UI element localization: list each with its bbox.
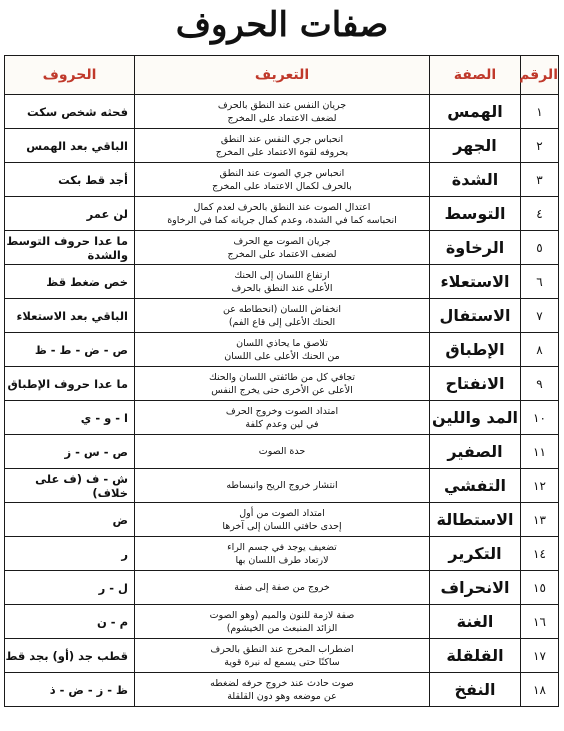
row-number: ٥ [521,231,559,265]
row-number: ١٨ [521,673,559,707]
attribute-letters: ما عدا حروف التوسط والشدة [5,231,135,265]
attribute-definition [135,163,430,197]
attribute-letters: لن عمر [5,197,135,231]
definition-line: بحروفه لقوة الاعتماد على المخرج [215,146,349,158]
definition-line: انخفاض اللسان (انحطاطه عن [222,303,342,315]
row-number: ١٦ [521,605,559,639]
attribute-definition [135,231,430,265]
row-number: ٨ [521,333,559,367]
row-number: ٦ [521,265,559,299]
definition-line: اضطراب المخرج عند النطق بالحرف [210,643,354,655]
row-number: ١٤ [521,537,559,571]
row-number: ١٧ [521,639,559,673]
row-number: ٩ [521,367,559,401]
attribute-definition [135,571,430,605]
definition-line: اعتدال الصوت عند النطق بالحرف لعدم كمال [193,201,371,213]
attribute-definition [135,265,430,299]
attribute-letters: ا - و - ي [5,401,135,435]
table-row [5,503,559,537]
attribute-definition [135,299,430,333]
table-row [5,469,559,503]
row-number: ٤ [521,197,559,231]
row-number: ٣ [521,163,559,197]
row-number: ١٥ [521,571,559,605]
attribute-letters: خص ضغط قظ [5,265,135,299]
header-attribute: الصفة [430,56,521,95]
definition-line: تضعيف يوجد في جسم الراء [227,541,337,553]
attribute-definition [135,537,430,571]
definition-line: من الحنك الأعلى على اللسان [224,350,340,362]
attribute-name: الشدة [430,163,521,197]
definition-line: بالحرف لكمال الاعتماد على المخرج [212,180,352,192]
attribute-name: الرخاوة [430,231,521,265]
header-letters: الحروف [5,56,135,95]
definition-line: انحباس جري النفس عند النطق [220,133,344,145]
attribute-definition [135,639,430,673]
definition-line: امتداد الصوت وخروج الحرف [225,405,339,417]
definition-line: انحباس جري الصوت عند النطق [219,167,345,179]
attribute-name: الإطباق [430,333,521,367]
attribute-letters: ما عدا حروف الإطباق [5,367,135,401]
page-title: صفات الحروف [175,5,389,45]
attribute-name: التوسط [430,197,521,231]
attribute-name: المد واللين [430,401,521,435]
attribute-letters: قطب جد (أو) بجد قط [5,639,135,673]
row-number: ١٠ [521,401,559,435]
attribute-letters: ص - س - ز [5,435,135,469]
attribute-name: الاستطالة [430,503,521,537]
definition-line: لضعف الاعتماد على المخرج [227,248,337,260]
definition-line: لضعف الاعتماد على المخرج [227,112,337,124]
row-number: ٢ [521,129,559,163]
attribute-letters: ش - ف (ف على خلاف) [5,469,135,503]
attribute-definition [135,197,430,231]
table-row [5,265,559,299]
definition-line: حدة الصوت [258,446,306,457]
attribute-definition [135,469,430,503]
attribute-name: الجهر [430,129,521,163]
definition-line: لارتعاد طرف اللسان بها [235,554,329,566]
attribute-definition [135,95,430,129]
definition-line: عن موضعه وهو دون القلقلة [227,690,337,702]
table-row [5,333,559,367]
definition-line: صفة لازمة للنون والميم (وهو الصوت [209,609,355,621]
attribute-name: الانحراف [430,571,521,605]
table-row [5,129,559,163]
attribute-definition [135,605,430,639]
attribute-definition [135,435,430,469]
attribute-definition [135,129,430,163]
attribute-letters: ر [5,537,135,571]
row-number: ١ [521,95,559,129]
definition-line: تجافي كل من طائفتي اللسان والحنك [208,371,356,383]
definition-line: امتداد الصوت من أول [239,507,325,519]
definition-line: الأعلى عند النطق بالحرف [231,282,333,294]
table-row [5,95,559,129]
header-number: الرقم [521,56,559,95]
table-row [5,537,559,571]
attribute-letters: أجد قط بكت [5,163,135,197]
definition-line: إحدى حافتي اللسان إلى آخرها [222,520,342,532]
header-definition: التعريف [135,56,430,95]
definition-line: ارتفاع اللسان إلى الحنك [234,269,330,281]
attribute-letters: ض [5,503,135,537]
definition-line: انتشار خروج الريح وانبساطه [226,480,338,491]
definition-line: تلاصق ما يحاذي اللسان [236,337,328,349]
attribute-name: القلقلة [430,639,521,673]
attribute-name: الهمس [430,95,521,129]
attribute-name: التفشي [430,469,521,503]
definition-line: في لين وعدم كلفة [245,418,319,430]
table-row [5,299,559,333]
attribute-name: الغنة [430,605,521,639]
attribute-letters: ص - ض - ط - ظ [5,333,135,367]
attribute-letters: م - ن [5,605,135,639]
definition-line: الأعلى عن الأخرى حتى يخرج النفس [211,384,353,396]
attribute-name: النفخ [430,673,521,707]
attribute-definition [135,503,430,537]
row-number: ١٢ [521,469,559,503]
attribute-definition [135,673,430,707]
definition-line: خروج من صفة إلى صفة [234,582,330,593]
attribute-name: الاستفال [430,299,521,333]
attribute-name: الصفير [430,435,521,469]
table-row [5,639,559,673]
table-row [5,231,559,265]
definition-line: جريان الصوت مع الحرف [233,235,331,247]
attribute-definition [135,333,430,367]
table-row [5,673,559,707]
table-row [5,571,559,605]
attribute-definition [135,367,430,401]
attribute-letters: الباقي بعد الاستعلاء [5,299,135,333]
attribute-name: التكرير [430,537,521,571]
table-row [5,163,559,197]
row-number: ٧ [521,299,559,333]
attribute-letters: ظ - ز - ض - ذ [5,673,135,707]
definition-line: الحنك الأعلى إلى قاع الفم) [228,316,336,328]
attribute-letters: فحثه شخص سكت [5,95,135,129]
definition-line: الزائد المنبعث من الخيشوم) [226,622,338,634]
attribute-definition [135,401,430,435]
definition-line: انحباسه كما في الشدة، وعدم كمال جريانه كما في الرخاوة [167,214,397,226]
attribute-name: الاستعلاء [430,265,521,299]
definition-line: جريان النفس عند النطق بالحرف [217,99,347,111]
attribute-letters: الباقي بعد الهمس [5,129,135,163]
definition-line: صوت حادث عند خروج حرفه لضغطه [210,677,354,689]
row-number: ١١ [521,435,559,469]
letter-attributes-table [4,55,559,707]
table-row [5,367,559,401]
table-row [5,197,559,231]
table-header-row [5,56,559,95]
definition-line: ساكنًا حتى يسمع له نبرة قوية [224,656,340,668]
table-row [5,605,559,639]
attribute-name: الانفتاح [430,367,521,401]
table-row [5,401,559,435]
row-number: ١٣ [521,503,559,537]
table-row [5,435,559,469]
attribute-letters: ل - ر [5,571,135,605]
